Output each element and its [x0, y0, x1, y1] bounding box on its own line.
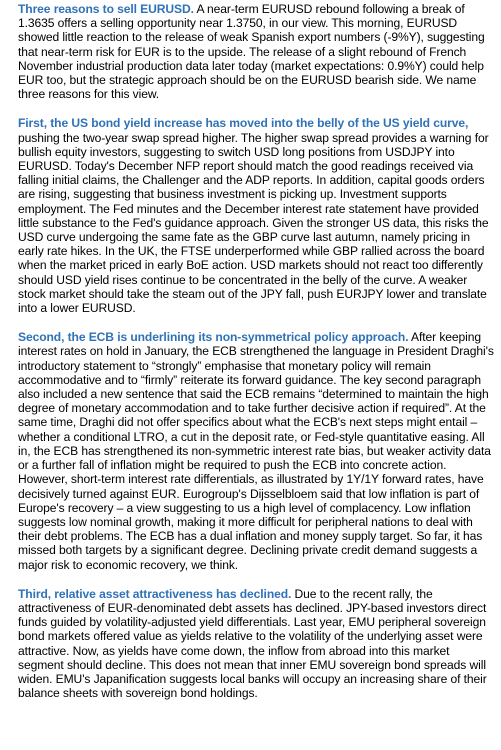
paragraph-body: pushing the two-year swap spread higher. The higher swap spread provides a warning for bullish equity investors, suggesting to switch USD long positions from USDJPY into EURUSD. Today's December NFP report should match the good readings received via falling initial claims, the Challenger and the ADP reports. In addition, capital goods orders are rising, suggesting that business investment is picking up. Investment supports employment. The Fed minutes and the December interest rate statement have provided little substance to the Fed's guidance approach. Given the stronger US data, this risks the USD curve undergoing the same fate as the GBP curve last autumn, namely pricing in early rate hikes. In the UK, the FTSE underperformed while GBP rallied across the board when the market priced in early BoE action. USD markets should not react too differently should USD yield rises continue to be concentrated in the belly of the curve. A weaker stock market should take the steam out of the JPY fall, push EURJPY lower and translate into a lower EURUSD.: [18, 130, 489, 316]
paragraph-heading: Second, the ECB is underlining its non-symmetrical policy approach.: [18, 330, 409, 345]
paragraph-heading: Third, relative asset attractiveness has declined.: [18, 586, 292, 601]
paragraph-heading: First, the US bond yield increase has moved into the belly of the US yield curve,: [18, 116, 469, 131]
paragraph-body: Due to the recent rally, the attractiveness of EUR-denominated debt assets has declined. JPY-based investors direct funds guided by volatility-adjusted yield differentials. Last year, EMU peripheral sovereign bond markets offered value as yields relative to the volatility of the underlying asset were attractive. Now, as yields have come down, the inflow from abroad into this market segment should decline. This does not mean that inner EMU sovereign bond spreads will widen. EMU's Japanification suggests local banks will occupy an increasing share of their balance sheets with sovereign bond holdings.: [18, 586, 487, 701]
paragraph-third-reason: [18, 587, 498, 701]
paragraph-first-reason: [18, 116, 498, 315]
paragraph-three-reasons: [18, 2, 498, 101]
paragraph-body: A near-term EURUSD rebound following a break of 1.3635 offers a selling opportunity near 1.3750, in our view. This morning, EURUSD showed little reaction to the release of weak Spanish export numbers (-9%Y), suggesting that near-term risk for EUR is to the upside. The release of a slight rebound of French November industrial production data later today (market expectations: 0.9%Y) could help EUR too, but the strategic approach should be on the EURUSD bearish side. We name three reasons for this view.: [18, 2, 485, 102]
paragraph-second-reason: [18, 330, 498, 571]
paragraph-body: After keeping interest rates on hold in January, the ECB strengthened the language in President Draghi's introductory statement to “strongly” emphasise that monetary policy will remain accommodative and to “firmly” reiterate its forward guidance. The key second paragraph also included a new sentence that said the ECB remains “determined to maintain the high degree of monetary accommodation and to take further decisive action if required”. At the same time, Draghi did not offer specifics about what the ECB's next steps might entail – whether a conditional LTRO, a cut in the deposit rate, or Fed-style quantitative easing. All in, the ECB has strengthened its non-symmetric interest rate bias, but weaker activity data or a further fall of inflation might be required to push the ECB into concrete action. However, short-term interest rate differentials, as illustrated by 1Y/1Y forward rates, have decisively turned against EUR. Eurogroup's Dijsselbloem said that low inflation is part of Europe's recovery – a view suggesting to us a high level of complacency. Low inflation suggests low nominal growth, making it more difficult for peripheral nations to deal with their debt problems. The ECB has a dual inflation and money supply target. So far, it has missed both targets by a significant degree. Declining private credit demand suggests a major risk to economic recovery, we think.: [18, 330, 494, 572]
paragraph-heading: Three reasons to sell EURUSD.: [18, 2, 194, 16]
